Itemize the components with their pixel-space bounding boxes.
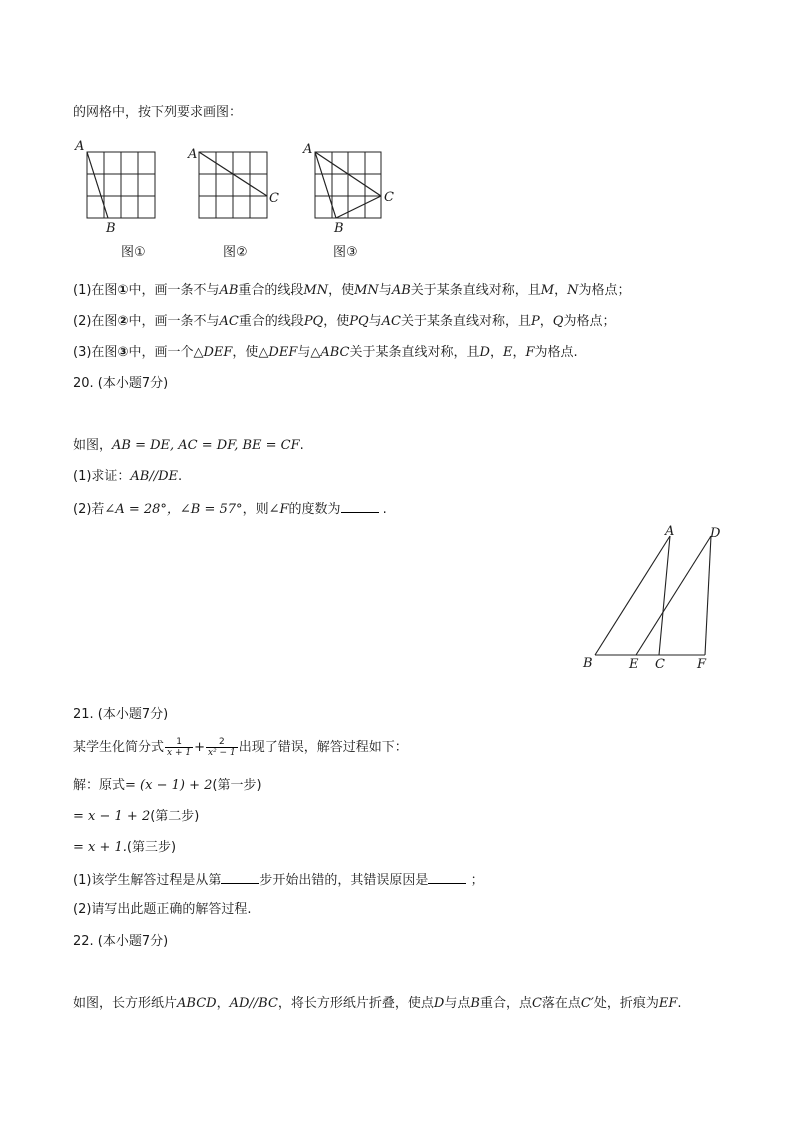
fig1-label-a: A — [75, 139, 85, 154]
q21-header: 21. (本小题7分) — [73, 707, 169, 722]
answer-blank — [341, 499, 379, 513]
q21-step3: = x + 1.(第三步) — [73, 840, 177, 855]
q20-label-d: D — [710, 526, 721, 541]
q20-label-c: C — [655, 657, 665, 672]
fig2-label-c: C — [269, 191, 279, 206]
answer-blank-step — [221, 870, 259, 884]
q20-header: 20. (本小题7分) — [73, 376, 169, 391]
q22-text: 如图，长方形纸片ABCD，AD//BC，将长方形纸片折叠，使点D与点B重合，点C落在点C′处，折痕为EF. — [73, 996, 682, 1011]
fig2-label-a: A — [188, 147, 198, 162]
q20-given: 如图，AB = DE, AC = DF, BE = CF. — [73, 438, 304, 453]
grid-figures — [70, 138, 410, 238]
q20-figure — [575, 520, 735, 675]
q19-part2: (2)在图②中，画一条不与AC重合的线段PQ，使PQ与AC关于某条直线对称，且P，Q为格点； — [73, 314, 616, 329]
q20-label-e: E — [629, 657, 639, 672]
q21-part1: (1)该学生解答过程是从第 步开始出错的，其错误原因是 ； — [73, 870, 484, 890]
fig3-caption: 图③ — [333, 245, 358, 260]
figure-2 — [199, 152, 267, 218]
q20-part1: (1)求证：AB//DE. — [73, 469, 183, 484]
fraction-1: $\frac{1}{x + 1}$ — [167, 737, 192, 758]
fig3-label-c: C — [384, 190, 394, 205]
fig1-label-b: B — [106, 221, 116, 236]
fig1-caption: 图① — [121, 245, 146, 260]
figure-1 — [87, 152, 155, 218]
q20-label-b: B — [583, 656, 593, 671]
q19-part3: (3)在图③中，画一个△DEF，使△DEF与△ABC关于某条直线对称，且D，E，F为格点. — [73, 345, 578, 360]
fig3-label-a: A — [303, 142, 313, 157]
q22-header: 22. (本小题7分) — [73, 934, 169, 949]
q20-label-a: A — [665, 524, 675, 539]
fraction-2: $\frac{2}{\text{x² − 1}}$ — [208, 737, 236, 758]
fig3-label-b: B — [334, 221, 344, 236]
answer-blank-reason — [428, 870, 466, 884]
q19-part1: (1)在图①中，画一条不与AB重合的线段MN，使MN与AB关于某条直线对称，且M，N为格点； — [73, 283, 631, 298]
q20-part2: (2)若∠A = 28°，∠B = 57°，则∠F的度数为 . — [73, 499, 387, 519]
intro-text: 的网格中，按下列要求画图： — [73, 105, 243, 120]
q21-part2: (2)请写出此题正确的解答过程. — [73, 902, 252, 917]
q21-step2: = x − 1 + 2(第二步) — [73, 809, 200, 824]
q20-label-f: F — [697, 657, 707, 672]
q21-intro: 某学生化简分式 $\frac{1}{x + 1}$ + $\frac{2}{\text{x² − 1}}$ 出现了错误，解答过程如下： — [73, 737, 408, 758]
q21-step1: 解：原式= (x − 1) + 2(第一步) — [73, 778, 262, 793]
figure-3 — [315, 152, 381, 218]
fig2-caption: 图② — [223, 245, 248, 260]
